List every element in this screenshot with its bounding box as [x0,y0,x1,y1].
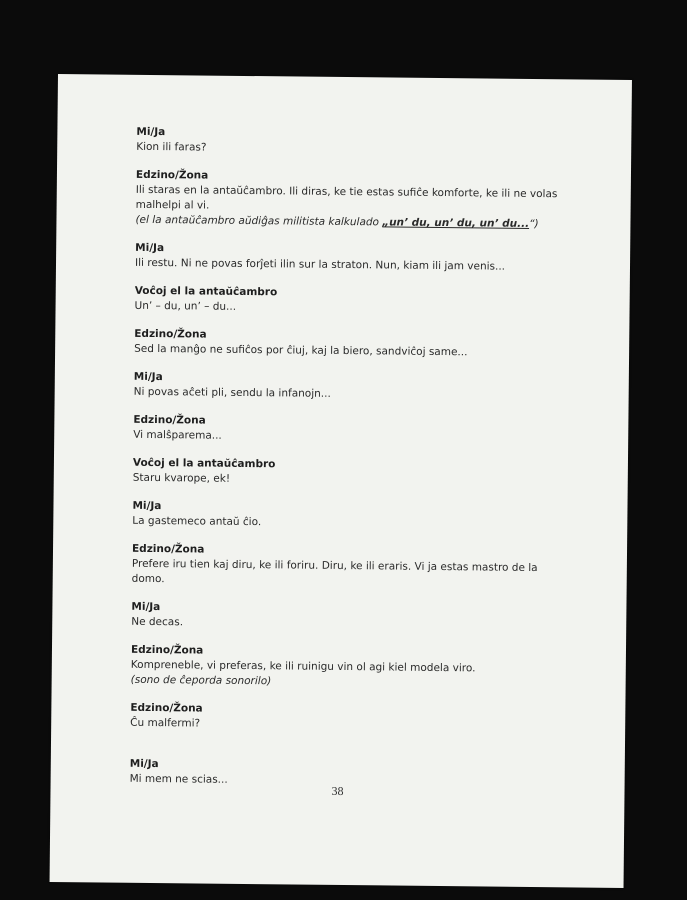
speaker-name: Voĉoj el la antaŭĉambro [132,456,276,471]
dialogue-block [134,284,574,319]
page-number: 38 [331,783,344,799]
dialogue-line: Kion ili faras? [136,140,207,154]
dialogue-block [132,499,572,534]
speaker-name: Mi/Ja [131,600,161,614]
dialogue-block [131,600,571,635]
dialogue-line: Ĉu malfermi? [130,716,201,730]
dialogue-line: Staru kvarope, ek! [132,471,231,485]
speaker-name: Edzino/Žona [130,643,204,657]
dialogue-line: Vi malŝparema... [133,428,222,442]
speaker-name: Mi/Ja [136,125,166,139]
dialogue-line: Ne decas. [131,615,184,629]
speaker-name: Mi/Ja [129,757,159,771]
dialogue-block [133,456,573,491]
dialogue-block [131,643,571,693]
dialogue-block [135,168,576,233]
stage-direction-end: “) [529,217,539,231]
dialogue-block [134,327,574,362]
dialogue-block [135,241,575,276]
dialogue-line: Ni povas aĉeti pli, sendu la infanojn... [133,385,331,400]
speaker-name: Voĉoj el la antaŭĉambro [134,284,278,299]
dialogue-block [133,413,573,448]
stage-direction [135,213,575,233]
dialogue-line: La gastemeco antaŭ ĉio. [132,514,262,529]
speaker-name: Mi/Ja [133,370,163,384]
speaker-name: Edzino/Žona [130,701,203,715]
dialogue-line: Ili staras en la antaŭĉambro. Ili diras, ke tie estas sufiĉe komforte, ke ili ne volas malhelpi al vi. [135,183,558,212]
dialogue-line: Sed la manĝo ne sufiĉos por ĉiuj, kaj la biero, sandviĉoj same... [134,342,468,359]
speaker-name: Edzino/Žona [133,413,206,427]
stage-direction-text: (el la antaŭĉambro aŭdiĝas militista kalkulado [135,213,383,229]
stage-direction: (sono de ĉeporda sonorilo) [130,673,272,688]
dialogue-line: Ili restu. Ni ne povas forĵeti ilin sur la straton. Nun, kiam ili jam venis... [134,256,506,273]
dialogue-line: Un’ – du, un’ – du... [134,299,237,313]
stage-direction-emphasis: „un’ du, un’ du, un’ du... [382,216,530,230]
dialogue-block [134,370,574,405]
speaker-name: Edzino/Žona [135,168,209,182]
speaker-name: Edzino/Žona [131,542,205,556]
speaker-name: Mi/Ja [135,241,165,255]
dialogue-block [130,701,570,736]
script-content [129,125,576,805]
dialogue-block [132,542,572,592]
dialogue-line: Prefere iru tien kaj diru, ke ili foriru. Diru, ke ili eraris. Vi ja estas mastro de la domo. [131,557,538,586]
speaker-name: Edzino/Žona [134,327,207,341]
dialogue-line: Kompreneble, vi preferas, ke ili ruinigu vin ol agi kiel modela viro. [130,658,476,675]
speaker-name: Mi/Ja [132,499,162,513]
dialogue-block [136,125,576,160]
document-page [50,74,632,888]
dialogue-line: Mi mem ne scias... [129,772,228,786]
